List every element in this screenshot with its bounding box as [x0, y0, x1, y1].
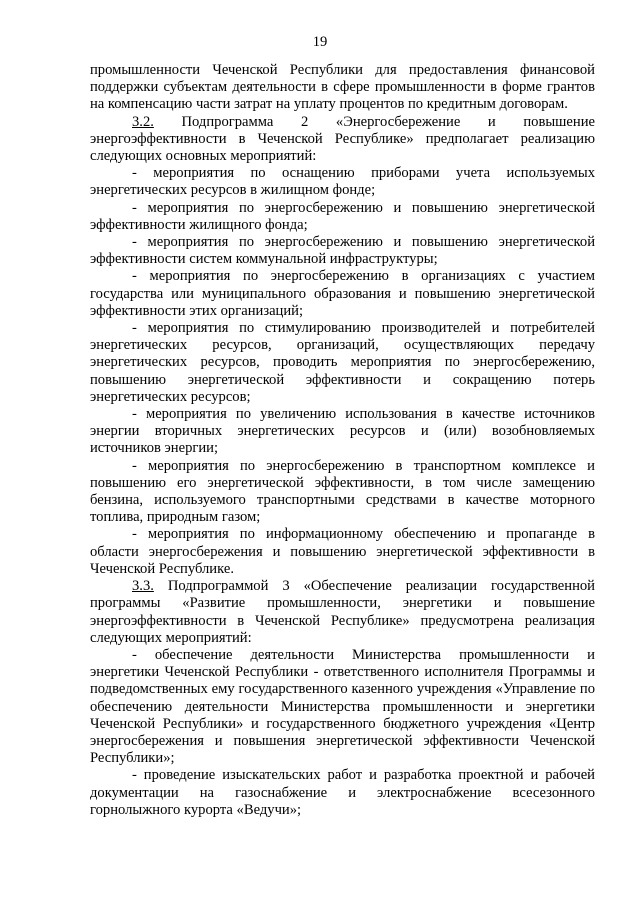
page-number: 19: [312, 34, 328, 50]
list-item: - мероприятия по увеличению использования в качестве источников энергии вторичных энергетических ресурсов и (или) возобновляемых источников энергии;: [90, 406, 595, 457]
section-text: Подпрограмма 2 «Энергосбережение и повышение энергоэффективности в Чеченской Республике» предполагает реализацию следующих основных мероприятий:: [90, 113, 595, 165]
section-paragraph-3-3: [90, 578, 595, 647]
section-number: 3.3.: [132, 578, 154, 595]
section-paragraph-3-2: [90, 114, 595, 166]
list-item: - мероприятия по энергосбережению в транспортном комплексе и повышению его энергетической эффективности, в том числе замещению бензина, используемого транспортными средствами в качестве моторного топлива, природным газом;: [90, 457, 595, 526]
paragraph-continuation: промышленности Чеченской Республики для предоставления финансовой поддержки субъектам деятельности в сфере промышленности в форме грантов на компенсацию части затрат на уплату процентов по кредитным договорам.: [90, 62, 595, 113]
list-item: - мероприятия по стимулированию производителей и потребителей энергетических ресурсов, организаций, осуществляющих передачу энергетических ресурсов, проводить мероприятия по энергосбережению, повышению энергетической эффективности и сокращению потерь энергетических ресурсов;: [90, 320, 595, 405]
document-body: [90, 62, 595, 819]
list-item: - мероприятия по энергосбережению в организациях с участием государства или муниципального образования и повышению энергетической эффективности этих организаций;: [90, 268, 595, 319]
list-item: - мероприятия по энергосбережению и повышению энергетической эффективности жилищного фонда;: [90, 199, 595, 233]
list-item: - мероприятия по информационному обеспечению и пропаганде в области энергосбережения и повышению энергетической эффективности в Чеченской Республике.: [90, 526, 595, 577]
list-item: - проведение изыскательских работ и разработка проектной и рабочей документации на газоснабжение и электроснабжение всесезонного горнолыжного курорта «Ведучи»;: [90, 767, 595, 818]
section-text: Подпрограммой 3 «Обеспечение реализации государственной программы «Развитие промышленности, энергетики и повышение энергоэффективности в Чеченской Республике» предусмотрена реализация следующих мероприятий:: [90, 578, 595, 646]
list-item: - обеспечение деятельности Министерства промышленности и энергетики Чеченской Республики - ответственного исполнителя Программы и подведомственных ему государственного казенного учреждения «Управление по обеспечению деятельности Министерства промышленности и энергетики Чеченской Республики» и государственного бюджетного учреждения «Центр энергосбережения и повышения энергетической эффективности Чеченской Республики»;: [90, 646, 595, 767]
list-item: - мероприятия по оснащению приборами учета используемых энергетических ресурсов в жилищном фонде;: [90, 165, 595, 199]
list-item: - мероприятия по энергосбережению и повышению энергетической эффективности систем коммунальной инфраструктуры;: [90, 234, 595, 268]
section-number: 3.2.: [132, 113, 154, 130]
